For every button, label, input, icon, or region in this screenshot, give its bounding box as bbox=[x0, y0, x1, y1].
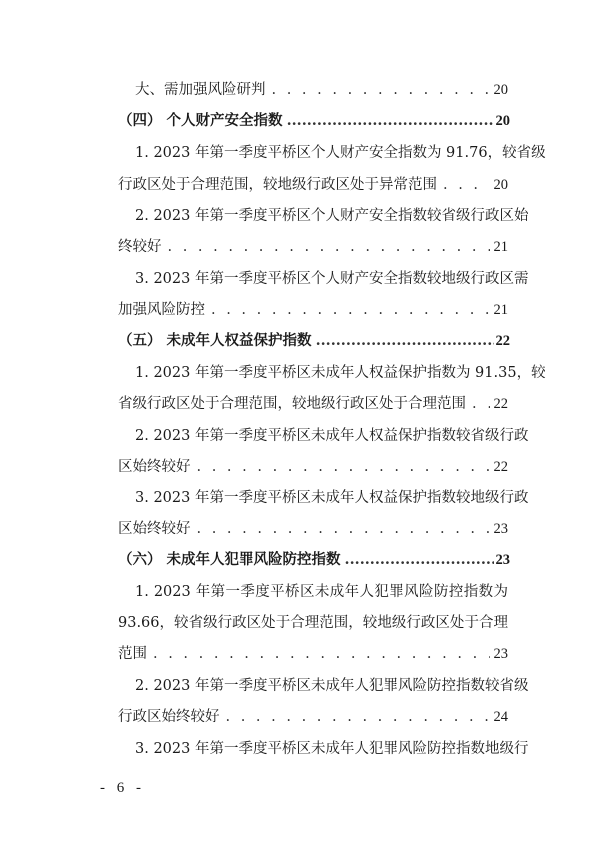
toc-page-number: 21 bbox=[493, 239, 508, 255]
toc-page-number: 24 bbox=[493, 709, 508, 725]
toc-entry-s6-3-line1[interactable] bbox=[135, 736, 529, 762]
toc-entry-text: 3. 2023 年第一季度平桥区未成年人权益保护指数较地级行政 bbox=[135, 490, 529, 506]
toc-entry-s4-1-line1[interactable] bbox=[135, 140, 546, 166]
toc-entry-text: 范围 bbox=[118, 646, 147, 662]
toc-page-number: 22 bbox=[495, 333, 510, 349]
toc-page-number: 20 bbox=[493, 177, 508, 193]
toc-page-number: 20 bbox=[495, 113, 510, 129]
toc-entry-s4-3-line2[interactable] bbox=[118, 297, 508, 323]
toc-entry-s5-1-line1[interactable] bbox=[135, 360, 546, 386]
toc-section-title: （四） 个人财产安全指数 bbox=[118, 112, 283, 129]
toc-entry-s4-3-line1[interactable] bbox=[135, 266, 529, 292]
dot-leader bbox=[211, 297, 490, 323]
dot-leader bbox=[287, 108, 494, 134]
toc-entry-text: 省级行政区处于合理范围，较地级行政区处于合理范围 bbox=[118, 396, 466, 412]
toc-entry-text: 区始终较好 bbox=[118, 459, 191, 475]
dot-leader bbox=[345, 547, 494, 573]
toc-section-title: （五） 未成年人权益保护指数 bbox=[118, 332, 312, 349]
toc-section-5[interactable] bbox=[118, 328, 510, 354]
dot-leader bbox=[472, 391, 490, 417]
toc-entry-text: 1. 2023 年第一季度平桥区个人财产安全指数为 91.76，较省级 bbox=[135, 145, 546, 161]
dot-leader bbox=[153, 641, 490, 667]
toc-entry-s5-2-line2[interactable] bbox=[118, 454, 508, 480]
dot-leader bbox=[226, 704, 490, 730]
page-number-footer: - 6 - bbox=[100, 780, 145, 796]
toc-page-number: 23 bbox=[495, 552, 510, 568]
toc-page-number: 23 bbox=[493, 521, 508, 537]
toc-section-6[interactable] bbox=[118, 547, 510, 573]
toc-entry-s5-3-line2[interactable] bbox=[118, 516, 508, 542]
dot-leader bbox=[443, 172, 490, 198]
toc-entry-text: 3. 2023 年第一季度平桥区未成年人犯罪风险防控指数地级行 bbox=[135, 741, 529, 757]
dot-leader bbox=[197, 516, 490, 542]
toc-entry-text: 1. 2023 年第一季度平桥区未成年人权益保护指数为 91.35，较 bbox=[135, 365, 546, 381]
toc-entry-text: 3. 2023 年第一季度平桥区个人财产安全指数较地级行政区需 bbox=[135, 271, 529, 287]
toc-page-number: 21 bbox=[493, 302, 508, 318]
toc-entry-s4-1-line2[interactable] bbox=[118, 172, 508, 198]
toc-page-number: 22 bbox=[493, 459, 508, 475]
toc-entry-s5-3-line1[interactable] bbox=[135, 485, 529, 511]
dot-leader bbox=[168, 234, 490, 260]
toc-entry-text: 大、需加强风险研判 bbox=[135, 82, 266, 98]
toc-entry-text: 2. 2023 年第一季度平桥区个人财产安全指数较省级行政区始 bbox=[135, 208, 529, 224]
toc-page-number: 20 bbox=[493, 82, 508, 98]
dot-leader bbox=[197, 454, 490, 480]
toc-section-title: （六） 未成年人犯罪风险防控指数 bbox=[118, 551, 341, 568]
toc-entry-s6-2-line1[interactable] bbox=[135, 673, 529, 699]
toc-entry-text: 加强风险防控 bbox=[118, 302, 205, 318]
toc-entry-s6-1-line2[interactable] bbox=[118, 610, 508, 636]
toc-page-number: 22 bbox=[493, 396, 508, 412]
toc-entry-text: 终较好 bbox=[118, 239, 162, 255]
toc-entry-text: 行政区处于合理范围，较地级行政区处于异常范围 bbox=[118, 177, 437, 193]
toc-entry-text: 2. 2023 年第一季度平桥区未成年人权益保护指数较省级行政 bbox=[135, 428, 529, 444]
toc-entry-text: 93.66，较省级行政区处于合理范围，较地级行政区处于合理 bbox=[118, 615, 508, 631]
toc-entry-text: 1. 2023 年第一季度平桥区未成年人犯罪风险防控指数为 bbox=[135, 584, 508, 600]
dot-leader bbox=[316, 328, 494, 354]
toc-section-4[interactable] bbox=[118, 108, 510, 134]
dot-leader bbox=[272, 77, 490, 103]
toc-entry-text: 区始终较好 bbox=[118, 521, 191, 537]
toc-entry-text: 2. 2023 年第一季度平桥区未成年人犯罪风险防控指数较省级 bbox=[135, 678, 529, 694]
toc-entry-s4-2-line1[interactable] bbox=[135, 203, 529, 229]
toc-entry-text: 行政区始终较好 bbox=[118, 709, 220, 725]
toc-entry-s6-2-line2[interactable] bbox=[118, 704, 508, 730]
toc-entry-item-6[interactable] bbox=[135, 77, 508, 103]
toc-entry-s4-2-line2[interactable] bbox=[118, 234, 508, 260]
toc-page-number: 23 bbox=[493, 646, 508, 662]
toc-entry-s5-2-line1[interactable] bbox=[135, 423, 529, 449]
toc-entry-s5-1-line2[interactable] bbox=[118, 391, 508, 417]
toc-entry-s6-1-line3[interactable] bbox=[118, 641, 508, 667]
toc-entry-s6-1-line1[interactable] bbox=[135, 579, 508, 605]
